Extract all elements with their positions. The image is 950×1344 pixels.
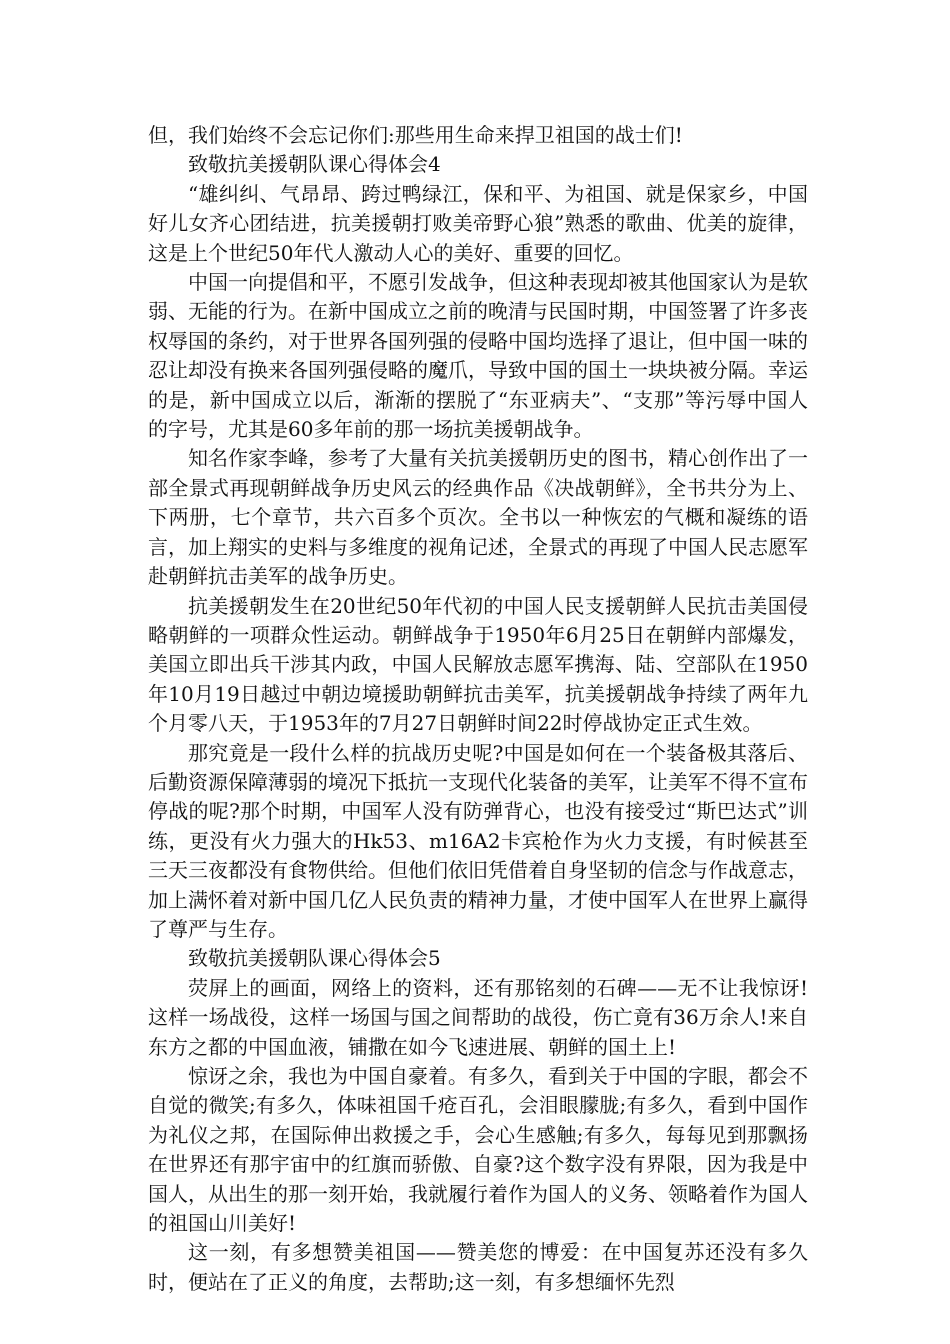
paragraph-9: 这一刻，有多想赞美祖国——赞美您的博爱：在中国复苏还没有多久时，便站在了正义的角度，去帮助;这一刻，有多想缅怀先烈 [148, 1240, 808, 1294]
paragraph-8: 惊讶之余，我也为中国自豪着。有多久，看到关于中国的字眼，都会不自觉的微笑;有多久，体味祖国千疮百孔，会泪眼朦胧;有多久，看到中国作为礼仪之邦，在国际伸出救援之手，会心生感触;有多久，每每见到那飘扬在世界还有那宇宙中的红旗而骄傲、自豪?这个数字没有界限，因为我是中国人，从出生的那一刻开始，我就履行着作为国人的义务、领略着作为国人的祖国山川美好! [148, 1064, 808, 1236]
paragraph-4: 知名作家李峰，参考了大量有关抗美援朝历史的图书，精心创作出了一部全景式再现朝鲜战争历史风云的经典作品《决战朝鲜》，全书共分为上、下两册，七个章节，共六百多个页次。全书以一种恢宏的气概和凝练的语言，加上翔实的史料与多维度的视角记述，全景式的再现了中国人民志愿军赴朝鲜抗击美军的战争历史。 [148, 446, 808, 589]
paragraph-1: 但，我们始终不会忘记你们:那些用生命来捍卫祖国的战士们! [148, 123, 683, 147]
section-heading-5: 致敬抗美援朝队课心得体会5 [188, 946, 441, 971]
paragraph-2: “雄纠纠、气昂昂、跨过鸭绿江，保和平、为祖国、就是保家乡，中国好儿女齐心团结进，抗美援朝打败美帝野心狼”熟悉的歌曲、优美的旋律，这是上个世纪50年代人激动人心的美好、重要的回忆。 [148, 181, 808, 265]
document-body [148, 121, 808, 1297]
paragraph-5: 抗美援朝发生在20世纪50年代初的中国人民支援朝鲜人民抗击美国侵略朝鲜的一项群众性运动。朝鲜战争于1950年6月25日在朝鲜内部爆发，美国立即出兵干涉其内政，中国人民解放志愿军携海、陆、空部队在1950年10月19日越过中朝边境援助朝鲜抗击美军，抗美援朝战争持续了两年九个月零八天，于1953年的7月27日朝鲜时间22时停战协定正式生效。 [148, 593, 808, 736]
paragraph-7: 荧屏上的画面，网络上的资料，还有那铭刻的石碑——无不让我惊讶!这样一场战役，这样一场国与国之间帮助的战役，伤亡竟有36万余人!来自东方之都的中国血液，铺撒在如今飞速进展、朝鲜的国土上! [148, 975, 808, 1059]
section-heading-4: 致敬抗美援朝队课心得体会4 [188, 152, 441, 177]
paragraph-3: 中国一向提倡和平，不愿引发战争，但这种表现却被其他国家认为是软弱、无能的行为。在新中国成立之前的晚清与民国时期，中国签署了许多丧权辱国的条约，对于世界各国列强的侵略中国均选择了退让，但中国一味的忍让却没有换来各国列强侵略的魔爪，导致中国的国土一块块被分隔。幸运的是，新中国成立以后，渐渐的摆脱了“东亚病夫”、“支那”等污辱中国人的字号，尤其是60多年前的那一场抗美援朝战争。 [148, 270, 808, 442]
paragraph-6: 那究竟是一段什么样的抗战历史呢?中国是如何在一个装备极其落后、后勤资源保障薄弱的境况下抵抗一支现代化装备的美军，让美军不得不宣布停战的呢?那个时期，中国军人没有防弹背心，也没有接受过“斯巴达式”训练，更没有火力强大的Hk53、m16A2卡宾枪作为火力支援，有时候甚至三天三夜都没有食物供给。但他们依旧凭借着自身坚韧的信念与作战意志，加上满怀着对新中国几亿人民负责的精神力量，才使中国军人在世界上赢得了尊严与生存。 [148, 740, 808, 941]
